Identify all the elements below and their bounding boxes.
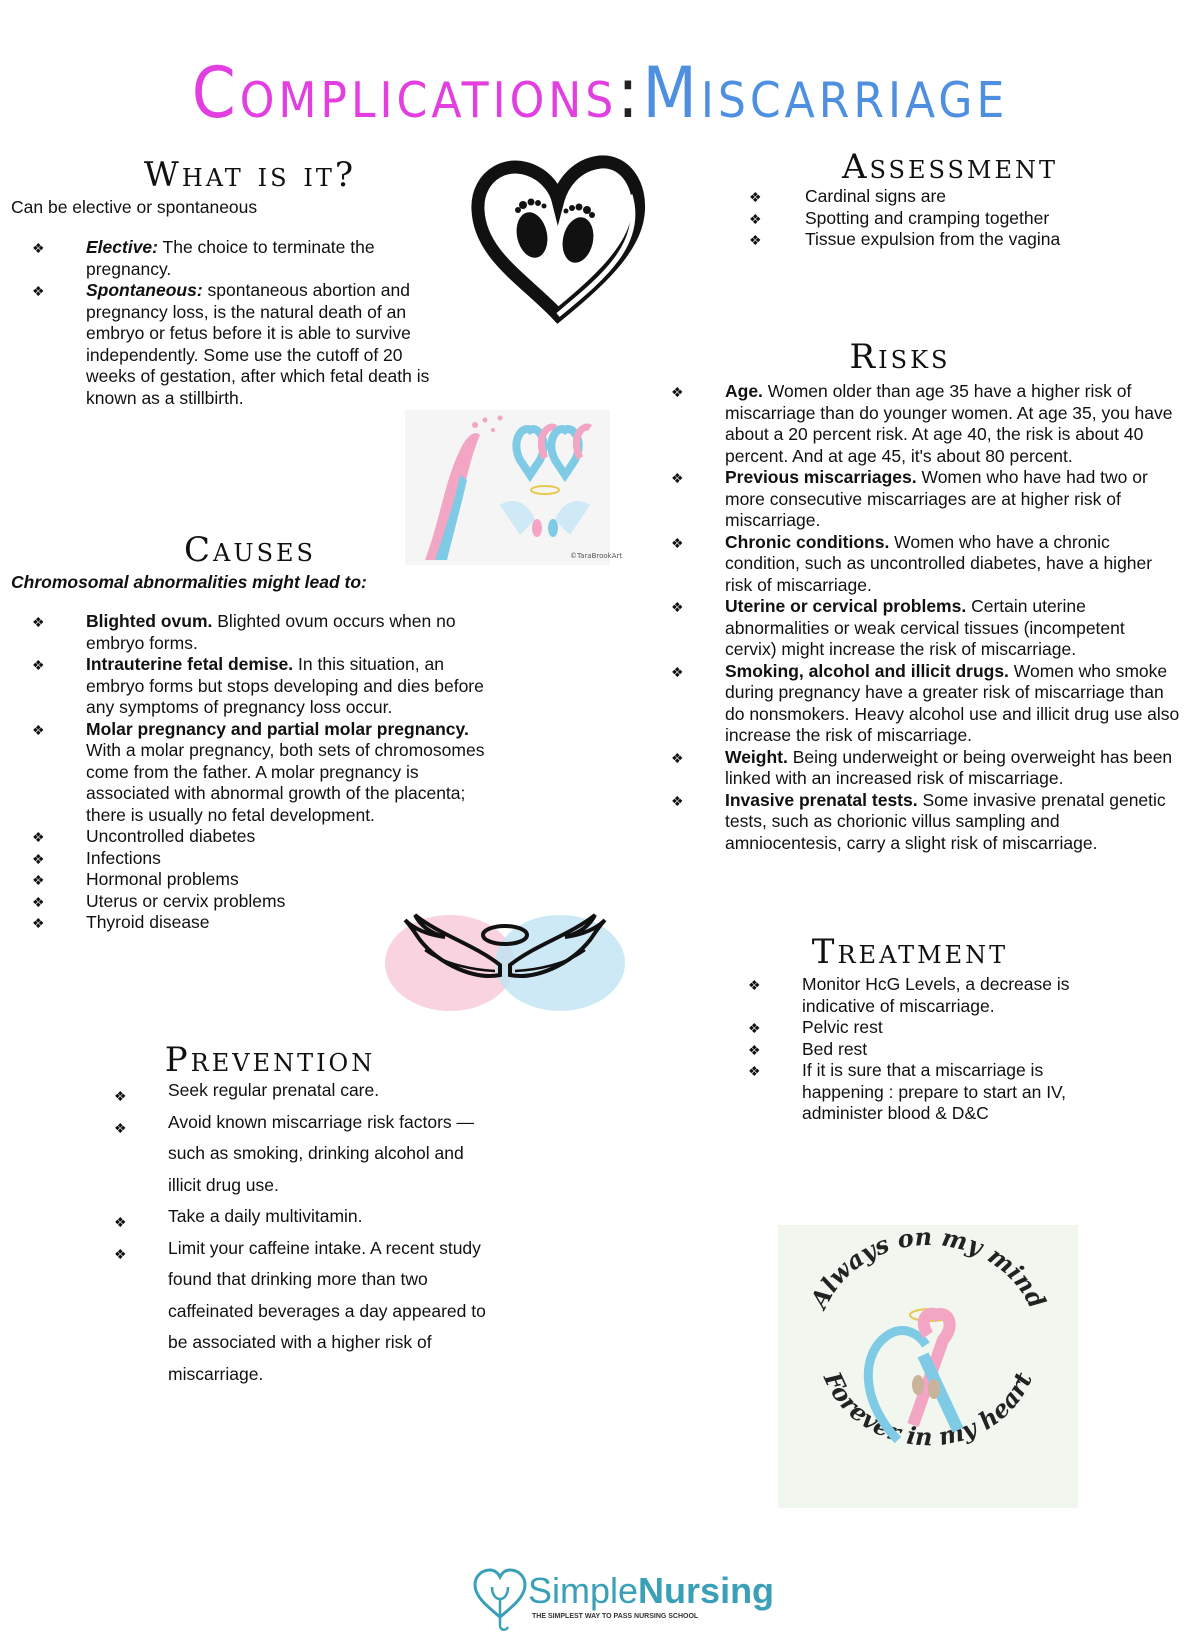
list-item (671, 746, 1180, 790)
list-item (671, 531, 1180, 597)
list-item (32, 654, 506, 719)
list-item (32, 280, 431, 409)
page-title (0, 52, 1200, 134)
item-text: Infections (86, 847, 161, 868)
title-part1: Complications (191, 52, 618, 134)
item-term: Spontaneous: (86, 280, 203, 300)
assessment-list (749, 186, 1185, 251)
item-text: Tissue expulsion from the vagina (805, 229, 1061, 249)
item-text: Women who smoke during pregnancy have a greater risk of miscarriage than do nonsmokers. Heavy alcohol use and illicit drug use also increase the risk of miscarriage. (725, 660, 1180, 745)
diamond-bullet-icon: ❖ (749, 210, 762, 227)
causes-heading: Causes (184, 530, 316, 570)
list-item (748, 1038, 1112, 1061)
logo-wordmark (528, 1571, 774, 1611)
title-colon: : (617, 52, 643, 134)
diamond-bullet-icon: ❖ (32, 240, 45, 256)
heart-footprints-image (470, 150, 645, 320)
item-text: Certain uterine abnormalities or weak cervical tissues (incompetent cervix) might increase the risk of miscarriage. (725, 596, 1125, 659)
stethoscope-heart-icon (470, 1565, 530, 1635)
title-part2: Miscarriage (642, 52, 1009, 134)
causes-intro: Chromosomal abnormalities might lead to: (11, 572, 367, 592)
what-heading: What is it? (143, 155, 357, 195)
item-term: Uterine or cervical problems. (725, 596, 967, 616)
item-term: Smoking, alcohol and illicit drugs. (725, 660, 1009, 681)
list-item (671, 660, 1180, 747)
list-item (32, 718, 506, 827)
diamond-bullet-icon: ❖ (32, 657, 45, 673)
diamond-bullet-icon: ❖ (32, 872, 45, 888)
list-item (114, 1201, 488, 1233)
item-text: Monitor HcG Levels, a decrease is indicative of miscarriage. (802, 974, 1070, 1016)
list-item (748, 1017, 1112, 1039)
item-text: Spotting and cramping together (805, 207, 1050, 228)
item-text: Seek regular prenatal care. (168, 1080, 380, 1100)
list-item (748, 974, 1112, 1017)
list-item (32, 869, 506, 891)
risks-heading: Risks (849, 337, 951, 377)
diamond-bullet-icon: ❖ (32, 850, 45, 867)
item-term: Previous miscarriages. (725, 467, 917, 487)
item-term: Blighted ovum. (86, 611, 213, 631)
item-text: Avoid known miscarriage risk factors — such as smoking, drinking alcohol and illicit drug use. (168, 1111, 475, 1195)
diamond-bullet-icon: ❖ (671, 599, 684, 615)
what-intro: Can be elective or spontaneous (11, 197, 258, 217)
prevention-list (114, 1075, 488, 1390)
item-text: In this situation, an embryo forms but stops developing and dies before any symptoms of pregnancy loss occur. (86, 654, 484, 717)
item-text: If it is sure that a miscarriage is happening : prepare to start an IV, administer blood & D&C (802, 1060, 1066, 1123)
what-list (32, 237, 431, 409)
angel-wings-image (385, 905, 625, 1020)
list-item (671, 789, 1180, 855)
item-term: Intrauterine fetal demise. (86, 654, 294, 674)
list-item (671, 467, 1180, 532)
diamond-bullet-icon: ❖ (114, 1245, 127, 1262)
always-on-my-mind-image (778, 1225, 1078, 1508)
diamond-bullet-icon: ❖ (748, 977, 761, 993)
item-text: spontaneous abortion and pregnancy loss, is the natural death of an embryo or fetus before it is able to survive independently. Some use the cutoff of 20 weeks of gestation, after which fetal death is known as a stillbirth. (86, 280, 430, 408)
list-item (32, 237, 431, 280)
item-text: Women who have had two or more consecutive miscarriages are at higher risk of miscarriage. (725, 467, 1148, 530)
list-item (749, 186, 1185, 208)
diamond-bullet-icon: ❖ (748, 1020, 761, 1036)
treatment-heading: Treatment (811, 932, 1009, 972)
list-item (749, 229, 1185, 251)
diamond-bullet-icon: ❖ (671, 792, 684, 809)
diamond-bullet-icon: ❖ (748, 1041, 761, 1058)
item-text: With a molar pregnancy, both sets of chromosomes come from the father. A molar pregnancy is associated with abnormal growth of the placenta; there is usually no fetal development. (86, 740, 485, 825)
item-term: Weight. (725, 746, 788, 767)
item-text: Limit your caffeine intake. A recent study found that drinking more than two caffeinated beverages a day appeared to be associated with a higher risk of miscarriage. (168, 1237, 486, 1384)
diamond-bullet-icon: ❖ (114, 1088, 127, 1104)
causes-list (32, 611, 506, 934)
list-item (32, 847, 506, 870)
logo-simple: Simple (528, 1570, 639, 1611)
item-text: Pelvic rest (802, 1017, 883, 1037)
list-item (671, 381, 1180, 467)
item-text: Some invasive prenatal genetic tests, such as chorionic villus sampling and amniocentesis, carry a slight risk of miscarriage. (725, 789, 1166, 853)
diamond-bullet-icon: ❖ (671, 534, 684, 551)
item-text: Thyroid disease (86, 912, 210, 932)
diamond-bullet-icon: ❖ (32, 614, 45, 630)
item-text: Women older than age 35 have a higher risk of miscarriage than do younger women. At age 35, you have about a 20 percent risk. At age 40, the risk is about 40 percent. And at age 45, it's about 80 percent. (725, 381, 1173, 466)
item-text: Hormonal problems (86, 869, 239, 889)
item-text: The choice to terminate the pregnancy. (86, 237, 375, 279)
ribbon-credit: ©TaraBrookArt (570, 552, 623, 560)
risks-list (671, 381, 1180, 854)
diamond-bullet-icon: ❖ (748, 1063, 761, 1079)
list-item (114, 1075, 488, 1107)
item-text: Take a daily multivitamin. (168, 1206, 363, 1226)
diamond-bullet-icon: ❖ (32, 915, 45, 931)
item-text: Women who have a chronic condition, such as uncontrolled diabetes, have a higher risk of miscarriage. (725, 531, 1153, 595)
diamond-bullet-icon: ❖ (32, 283, 45, 299)
list-item (32, 826, 506, 848)
logo-nursing: Nursing (638, 1570, 775, 1611)
assessment-heading: Assessment (841, 147, 1059, 187)
diamond-bullet-icon: ❖ (671, 749, 684, 766)
list-item (748, 1060, 1112, 1125)
item-text: Uterus or cervix problems (86, 890, 286, 911)
diamond-bullet-icon: ❖ (32, 829, 45, 845)
diamond-bullet-icon: ❖ (114, 1119, 127, 1136)
diamond-bullet-icon: ❖ (671, 384, 684, 400)
diamond-bullet-icon: ❖ (749, 189, 762, 205)
memorial-ribbon-icon (778, 1225, 1078, 1508)
heart-footprints-icon (470, 150, 645, 320)
item-term: Elective: (86, 237, 158, 257)
item-text: Blighted ovum occurs when no embryo forms. (86, 611, 456, 653)
item-term: Chronic conditions. (725, 531, 890, 552)
diamond-bullet-icon: ❖ (32, 893, 45, 910)
svg-text:Always on my mind (803, 1225, 1052, 1315)
prevention-heading: Prevention (164, 1040, 376, 1080)
list-item (671, 596, 1180, 661)
item-text: Being underweight or being overweight has been linked with an increased risk of miscarriage. (725, 746, 1173, 788)
item-term: Molar pregnancy and partial molar pregnancy. (86, 718, 469, 739)
list-item (114, 1107, 488, 1202)
item-term: Age. (725, 381, 763, 401)
angel-wings-icon (385, 905, 625, 1020)
list-item (32, 611, 506, 654)
always-top-text: Always on my mind (804, 1225, 1052, 1313)
item-text: Bed rest (802, 1038, 868, 1059)
item-text: Cardinal signs are (805, 186, 947, 206)
item-term: Invasive prenatal tests. (725, 789, 918, 810)
list-item (749, 207, 1185, 230)
always-bottom-text: Forever in my heart (817, 1367, 1038, 1452)
diamond-bullet-icon: ❖ (114, 1214, 127, 1230)
simplenursing-logo (470, 1565, 775, 1635)
logo-tagline: THE SIMPLEST WAY TO PASS NURSING SCHOOL (532, 1613, 699, 1620)
item-text: Uncontrolled diabetes (86, 826, 256, 846)
treatment-list (748, 974, 1112, 1125)
diamond-bullet-icon: ❖ (749, 232, 762, 248)
diamond-bullet-icon: ❖ (32, 721, 45, 738)
diamond-bullet-icon: ❖ (671, 663, 684, 680)
diamond-bullet-icon: ❖ (671, 470, 684, 486)
list-item (114, 1233, 488, 1391)
